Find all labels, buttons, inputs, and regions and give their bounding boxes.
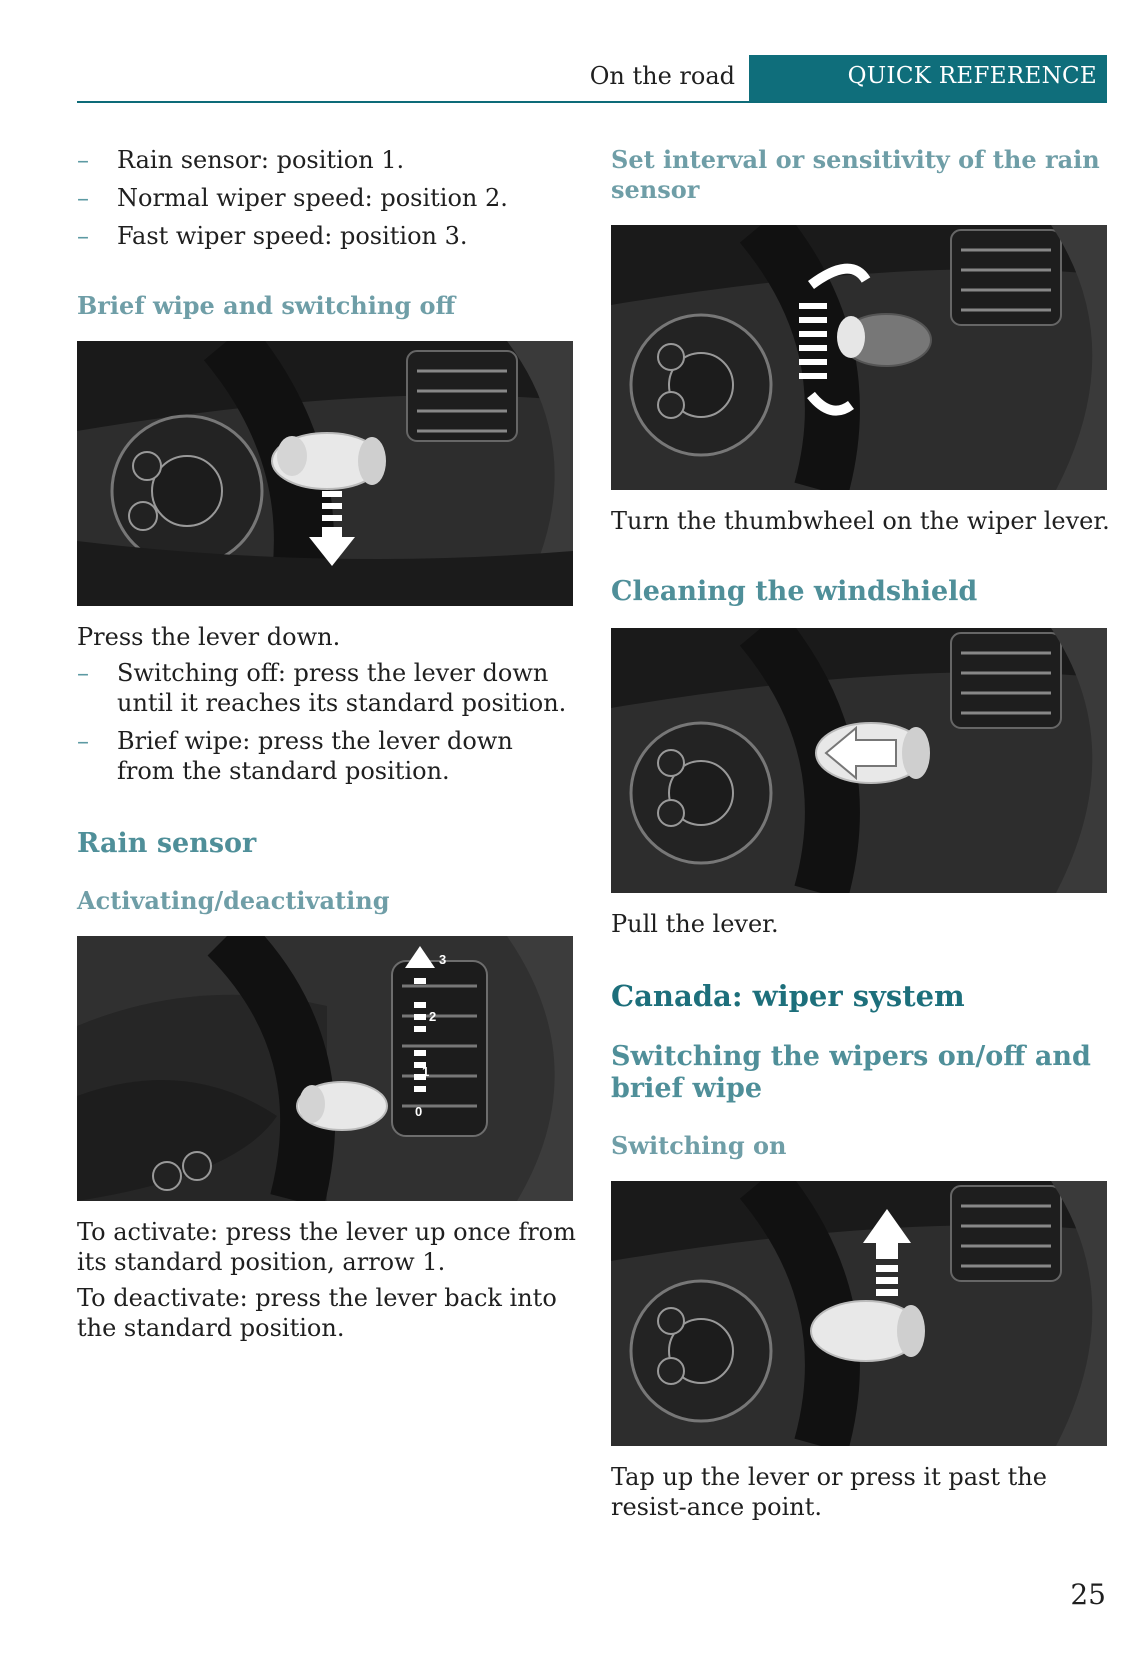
thumbwheel-illustration — [611, 225, 1107, 490]
header-tab-label: QUICK REFERENCE — [847, 63, 1097, 89]
position-label-1: 1 — [422, 1064, 430, 1079]
interval-heading: Set interval or sensitivity of the rain sensor — [611, 145, 1100, 204]
rain-sensor-photo — [77, 936, 573, 1201]
canada-subheading: Switching the wipers on/off and brief wipe — [611, 1041, 1091, 1104]
cleaning-photo — [611, 628, 1107, 893]
dash-bullet: – — [77, 146, 89, 174]
brief-wipe-photo — [77, 341, 573, 606]
switching-on-caption: Tap up the lever or press it past the resist-ance point. — [611, 1463, 1047, 1521]
list-item: – Brief wipe: press the lever down from the standard position. — [77, 727, 513, 785]
lever-down-illustration — [77, 341, 573, 606]
lever-pull-illustration — [611, 628, 1107, 893]
cleaning-heading: Cleaning the windshield — [611, 576, 978, 607]
header-section-title: On the road — [589, 62, 735, 90]
lever-up-illustration — [611, 1181, 1107, 1446]
position-label-0: 0 — [415, 1104, 423, 1119]
page-number: 25 — [1070, 1578, 1106, 1611]
rain-sensor-heading: Rain sensor — [77, 828, 257, 859]
dash-bullet: – — [77, 659, 89, 687]
list-item: – Rain sensor: position 1. — [77, 146, 405, 174]
dash-bullet: – — [77, 222, 89, 250]
cleaning-caption: Pull the lever. — [611, 910, 779, 938]
interval-caption: Turn the thumbwheel on the wiper lever. — [611, 507, 1110, 535]
list-item: – Fast wiper speed: position 3. — [77, 222, 468, 250]
rain-sensor-activate-text: To activate: press the lever up once from its standard position, arrow 1. — [77, 1218, 576, 1276]
header-tab — [749, 55, 1107, 102]
list-item: – Switching off: press the lever down until it reaches its standard position. — [77, 659, 567, 717]
right-column — [611, 145, 1111, 1522]
thumbwheel-photo — [611, 225, 1107, 490]
brief-wipe-caption: Press the lever down. — [77, 623, 341, 651]
dash-bullet: – — [77, 184, 89, 212]
switching-on-heading: Switching on — [611, 1131, 787, 1160]
header-rule — [77, 101, 1107, 103]
list-item: – Normal wiper speed: position 2. — [77, 184, 508, 212]
canada-heading: Canada: wiper system — [611, 979, 965, 1013]
lever-positions-illustration — [77, 936, 573, 1201]
left-column — [77, 145, 577, 1343]
rain-sensor-deactivate-text: To deactivate: press the lever back into the standard position. — [77, 1284, 557, 1342]
switching-on-photo — [611, 1181, 1107, 1446]
position-label-2: 2 — [429, 1009, 437, 1024]
position-label-3: 3 — [439, 952, 447, 967]
brief-wipe-list — [77, 658, 577, 786]
rain-sensor-subheading: Activating/deactivating — [77, 886, 390, 915]
brief-wipe-heading: Brief wipe and switching off — [77, 291, 456, 320]
dash-bullet: – — [77, 727, 89, 755]
wiper-positions-list — [77, 145, 577, 251]
